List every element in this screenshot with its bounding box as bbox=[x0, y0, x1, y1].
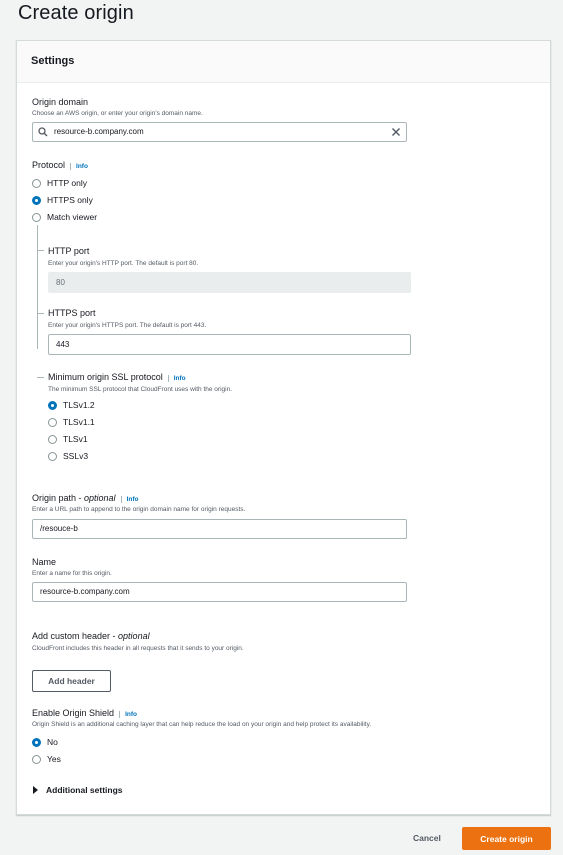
protocol-option-http-only[interactable] bbox=[32, 178, 87, 188]
origin-shield-option-label: No bbox=[47, 737, 58, 747]
protocol-option-label: HTTP only bbox=[47, 178, 87, 188]
origin-shield-description: Origin Shield is an additional caching layer that can help reduce the load on your origin and help protect its availability. bbox=[32, 721, 372, 728]
protocol-option-label: Match viewer bbox=[47, 212, 98, 222]
https-port-value: 443 bbox=[56, 340, 70, 349]
origin-domain-description: Choose an AWS origin, or enter your origin's domain name. bbox=[32, 110, 203, 117]
protocol-option-label: HTTPS only bbox=[47, 195, 93, 205]
http-port-label: HTTP port bbox=[48, 246, 90, 256]
create-origin-button[interactable]: Create origin bbox=[462, 827, 551, 850]
origin-path-label: Origin path - optional Info bbox=[32, 493, 139, 503]
search-icon bbox=[38, 127, 48, 137]
radio-unchecked-icon bbox=[48, 452, 57, 461]
protocol-label-text: Protocol bbox=[32, 160, 66, 170]
radio-unchecked-icon bbox=[32, 213, 41, 222]
http-port-value: 80 bbox=[56, 278, 65, 287]
radio-checked-icon bbox=[32, 738, 41, 747]
origin-path-description: Enter a URL path to append to the origin domain name for origin requests. bbox=[32, 506, 246, 513]
settings-header bbox=[17, 41, 550, 83]
nested-tick bbox=[37, 377, 44, 378]
settings-title: Settings bbox=[31, 55, 75, 67]
additional-settings-toggle[interactable] bbox=[33, 785, 123, 795]
custom-header-description: CloudFront includes this header in all requests that it sends to your origin. bbox=[32, 645, 244, 652]
page-title: Create origin bbox=[18, 2, 134, 24]
ssl-option-label: TLSv1 bbox=[63, 434, 88, 444]
ssl-option-tlsv1[interactable] bbox=[48, 434, 88, 444]
min-ssl-description: The minimum SSL protocol that CloudFront uses with the origin. bbox=[48, 386, 233, 393]
radio-checked-icon bbox=[48, 401, 57, 410]
origin-shield-label-text: Enable Origin Shield bbox=[32, 708, 115, 718]
http-port-input[interactable] bbox=[48, 272, 411, 293]
optional-tag: optional bbox=[118, 631, 150, 641]
origin-domain-label: Origin domain bbox=[32, 97, 89, 107]
optional-tag: optional bbox=[84, 493, 116, 503]
origin-shield-option-yes[interactable] bbox=[32, 754, 61, 764]
nested-settings-divider bbox=[37, 225, 38, 349]
ssl-option-tlsv1-2[interactable] bbox=[48, 400, 95, 410]
settings-panel bbox=[16, 40, 551, 815]
cancel-button[interactable]: Cancel bbox=[413, 833, 441, 843]
origin-path-info-link[interactable]: Info bbox=[121, 496, 139, 503]
custom-header-label-text: Add custom header bbox=[32, 631, 111, 641]
min-ssl-label-text: Minimum origin SSL protocol bbox=[48, 372, 163, 382]
origin-path-value: /resouce-b bbox=[40, 524, 78, 533]
ssl-option-label: TLSv1.2 bbox=[63, 400, 95, 410]
origin-path-input[interactable] bbox=[32, 519, 407, 539]
custom-header-label: Add custom header - optional bbox=[32, 631, 150, 641]
ssl-option-tlsv1-1[interactable] bbox=[48, 417, 95, 427]
ssl-option-label: SSLv3 bbox=[63, 451, 89, 461]
name-label: Name bbox=[32, 557, 57, 567]
ssl-option-sslv3[interactable] bbox=[48, 451, 88, 461]
name-description: Enter a name for this origin. bbox=[32, 570, 112, 577]
nested-tick bbox=[37, 250, 44, 251]
https-port-label: HTTPS port bbox=[48, 308, 96, 318]
min-ssl-label bbox=[48, 372, 186, 382]
close-icon[interactable] bbox=[391, 127, 401, 137]
https-port-input[interactable] bbox=[48, 334, 411, 355]
radio-unchecked-icon bbox=[48, 435, 57, 444]
name-input[interactable] bbox=[32, 582, 407, 602]
min-ssl-info-link[interactable]: Info bbox=[168, 375, 186, 382]
add-header-button[interactable]: Add header bbox=[32, 670, 111, 692]
http-port-description: Enter your origin's HTTP port. The default is port 80. bbox=[48, 260, 199, 267]
origin-path-label-text: Origin path bbox=[32, 493, 77, 503]
protocol-option-https-only[interactable] bbox=[32, 195, 93, 205]
caret-right-icon bbox=[33, 786, 38, 794]
additional-settings-label: Additional settings bbox=[46, 785, 123, 795]
origin-shield-info-link[interactable]: Info bbox=[119, 711, 137, 718]
radio-unchecked-icon bbox=[32, 179, 41, 188]
radio-checked-icon bbox=[32, 196, 41, 205]
protocol-info-link[interactable]: Info bbox=[70, 163, 88, 170]
origin-shield-label bbox=[32, 708, 137, 718]
radio-unchecked-icon bbox=[32, 755, 41, 764]
origin-shield-option-label: Yes bbox=[47, 754, 61, 764]
ssl-option-label: TLSv1.1 bbox=[63, 417, 95, 427]
nested-tick bbox=[37, 313, 44, 314]
protocol-label bbox=[32, 160, 88, 170]
origin-domain-input[interactable] bbox=[32, 122, 407, 142]
https-port-description: Enter your origin's HTTPS port. The default is port 443. bbox=[48, 322, 207, 329]
name-value: resource-b.company.com bbox=[40, 587, 130, 596]
origin-domain-value: resource-b.company.com bbox=[54, 127, 144, 136]
protocol-option-match-viewer[interactable] bbox=[32, 212, 97, 222]
origin-shield-option-no[interactable] bbox=[32, 737, 58, 747]
radio-unchecked-icon bbox=[48, 418, 57, 427]
